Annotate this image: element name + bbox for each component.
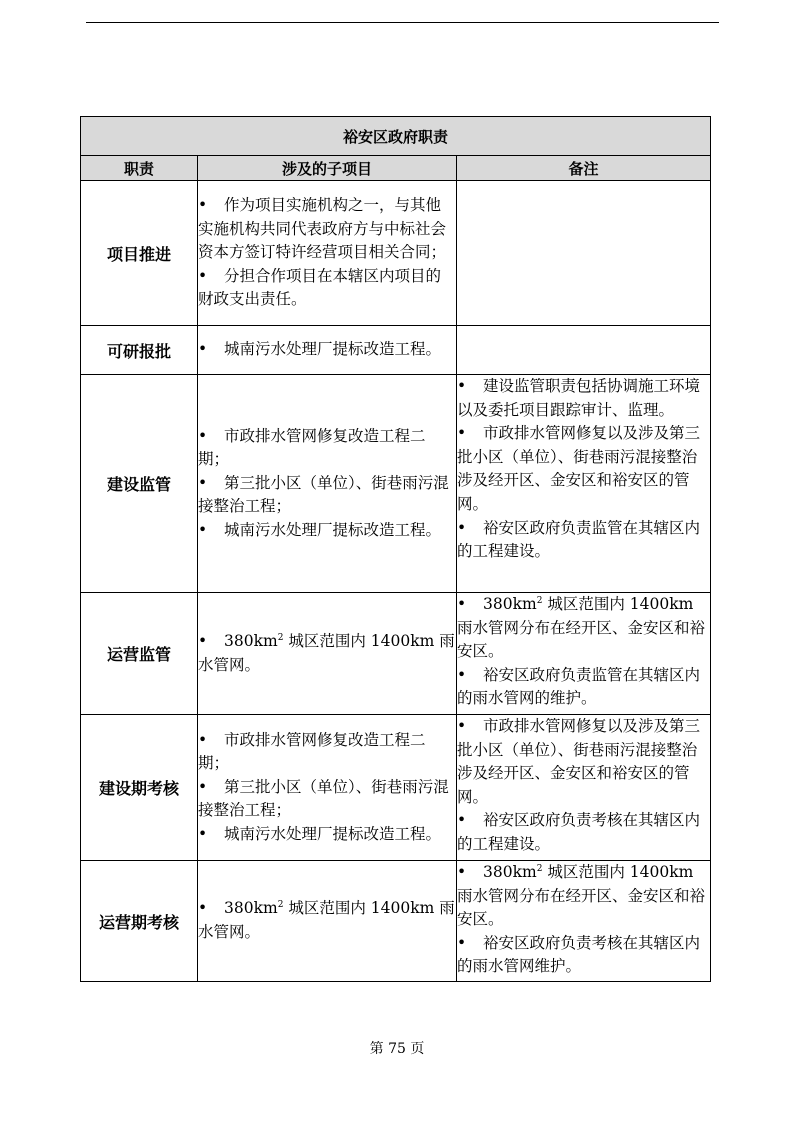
bullet-item <box>457 593 710 664</box>
bullet-dot-icon: • <box>198 340 208 359</box>
bullet-item <box>198 823 456 847</box>
bullet-item <box>198 729 456 776</box>
duty-cell: 可研报批 <box>81 326 198 375</box>
bullet-text: 第三批小区（单位）、街巷雨污混接整治工程； <box>198 777 449 820</box>
bullet-item <box>457 715 710 809</box>
bullet-item <box>198 472 456 519</box>
responsibility-table <box>80 116 711 982</box>
bullet-item <box>457 422 710 516</box>
remarks-cell <box>457 593 711 715</box>
bullet-item <box>457 809 710 856</box>
bullet-dot-icon: • <box>457 377 467 395</box>
table-row <box>81 715 711 861</box>
duty-cell: 建设期考核 <box>81 715 198 861</box>
bullet-text: $380km^2$ 城区范围内 1400km 雨水管网分布在经开区、金安区和裕安区。 <box>457 595 706 661</box>
table-title: 裕安区政府职责 <box>81 117 711 156</box>
bullet-item <box>198 776 456 823</box>
projects-cell <box>198 181 457 326</box>
bullet-text: 建设监管职责包括协调施工环境以及委托项目跟踪审计、监理。 <box>457 377 701 419</box>
bullet-dot-icon: • <box>457 595 467 613</box>
header-duty: 职责 <box>81 156 198 181</box>
bullet-item <box>198 265 456 312</box>
bullet-dot-icon: • <box>198 730 208 749</box>
bullet-dot-icon: • <box>198 777 208 796</box>
duty-cell: 项目推进 <box>81 181 198 326</box>
bullet-text: 城南污水处理厂提标改造工程。 <box>224 520 442 539</box>
bullet-dot-icon: • <box>457 424 467 443</box>
table-row <box>81 326 711 375</box>
bullet-dot-icon: • <box>198 473 208 492</box>
duty-cell: 建设监管 <box>81 375 198 593</box>
header-projects: 涉及的子项目 <box>198 156 457 181</box>
bullet-item <box>457 932 710 979</box>
bullet-item <box>198 897 456 944</box>
bullet-text: 市政排水管网修复改造工程二期； <box>198 426 426 469</box>
bullet-dot-icon: • <box>457 863 467 881</box>
remarks-cell <box>457 375 711 593</box>
bullet-text: $380km^2$ 城区范围内 1400km 雨水管网。 <box>198 899 455 941</box>
bullet-dot-icon: • <box>198 196 208 215</box>
table-row <box>81 181 711 326</box>
bullet-text: 裕安区政府负责监管在其辖区内的雨水管网的维护。 <box>457 665 701 708</box>
bullet-text: 裕安区政府负责监管在其辖区内的工程建设。 <box>457 518 701 561</box>
projects-cell <box>198 861 457 982</box>
bullet-dot-icon: • <box>457 717 467 735</box>
bullet-text: 城南污水处理厂提标改造工程。 <box>224 824 442 843</box>
bullet-dot-icon: • <box>198 899 208 918</box>
bullet-item <box>457 664 710 711</box>
header-rule <box>86 22 719 23</box>
bullet-item <box>198 338 456 362</box>
bullet-text: 城南污水处理厂提标改造工程。 <box>224 340 442 359</box>
table-row <box>81 375 711 593</box>
bullet-text: $380km^2$ 城区范围内 1400km 雨水管网。 <box>198 631 455 674</box>
bullet-dot-icon: • <box>457 811 467 830</box>
duty-cell: 运营期考核 <box>81 861 198 982</box>
bullet-dot-icon: • <box>457 933 467 952</box>
bullet-text: 裕安区政府负责考核在其辖区内的雨水管网维护。 <box>457 933 701 976</box>
table-row <box>81 593 711 715</box>
bullet-dot-icon: • <box>457 665 467 684</box>
bullet-dot-icon: • <box>198 631 208 650</box>
remarks-cell <box>457 181 711 326</box>
table-body <box>81 181 711 982</box>
projects-cell <box>198 715 457 861</box>
bullet-text: 作为项目实施机构之一，与其他实施机构共同代表政府方与中标社会资本方签订特许经营项目相关合同； <box>198 196 447 262</box>
remarks-cell <box>457 715 711 861</box>
bullet-text: 市政排水管网修复改造工程二期； <box>198 730 426 773</box>
bullet-text: 市政排水管网修复以及涉及第三批小区（单位）、街巷雨污混接整治涉及经开区、金安区和裕安区的管网。 <box>457 717 701 806</box>
bullet-item <box>198 630 456 677</box>
bullet-item <box>457 861 710 932</box>
bullet-text: 第三批小区（单位）、街巷雨污混接整治工程； <box>198 473 449 516</box>
bullet-text: $380km^2$ 城区范围内 1400km 雨水管网分布在经开区、金安区和裕安区。 <box>457 863 706 929</box>
page-number: 第 75 页 <box>369 1041 425 1057</box>
bullet-dot-icon: • <box>198 266 208 285</box>
projects-cell <box>198 326 457 375</box>
bullet-item <box>198 425 456 472</box>
bullet-dot-icon: • <box>198 520 208 539</box>
table-row <box>81 861 711 982</box>
remarks-cell <box>457 861 711 982</box>
bullet-text: 裕安区政府负责考核在其辖区内的工程建设。 <box>457 811 701 853</box>
bullet-item <box>198 194 456 265</box>
projects-cell <box>198 593 457 715</box>
bullet-text: 分担合作项目在本辖区内项目的财政支出责任。 <box>198 266 442 309</box>
remarks-cell <box>457 326 711 375</box>
bullet-dot-icon: • <box>198 824 208 843</box>
projects-cell <box>198 375 457 593</box>
bullet-text: 市政排水管网修复以及涉及第三批小区（单位）、街巷雨污混接整治涉及经开区、金安区和裕安区的管网。 <box>457 424 701 513</box>
bullet-item <box>457 517 710 564</box>
bullet-dot-icon: • <box>457 518 467 537</box>
bullet-dot-icon: • <box>198 426 208 445</box>
header-remarks: 备注 <box>457 156 711 181</box>
bullet-item <box>457 375 710 422</box>
bullet-item <box>198 519 456 543</box>
duty-cell: 运营监管 <box>81 593 198 715</box>
